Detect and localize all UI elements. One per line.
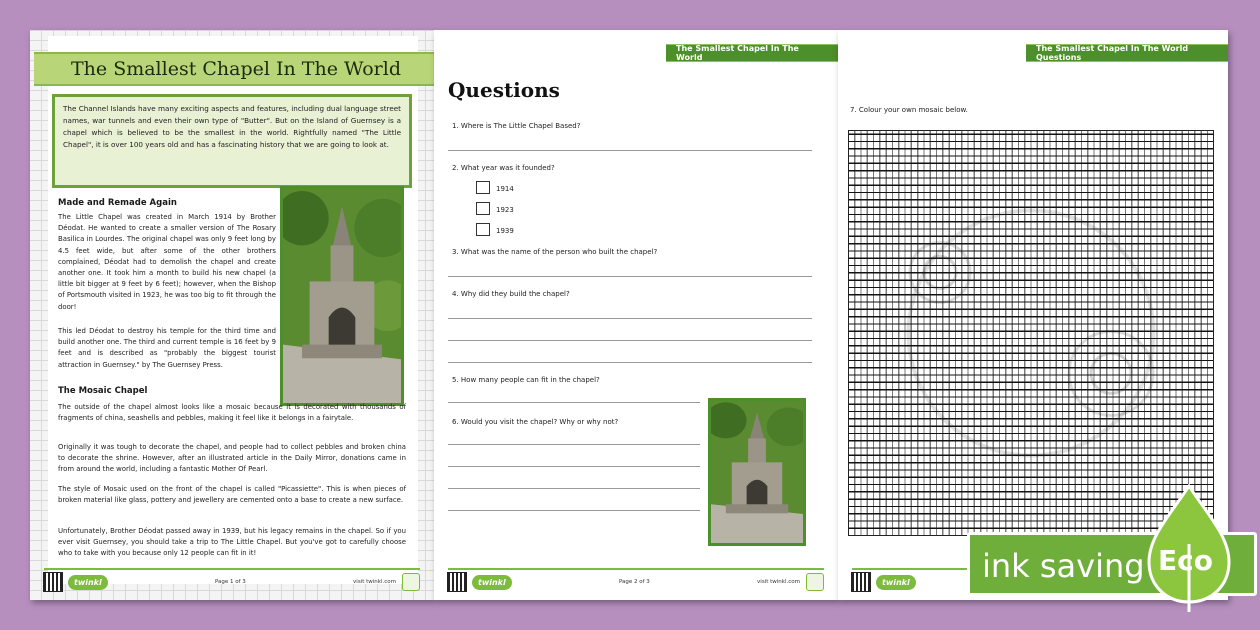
ink-saving-label: ink saving: [982, 547, 1145, 585]
worksheet-page-2: [434, 30, 838, 600]
page-title: The Smallest Chapel In The World: [34, 52, 434, 86]
visit-link[interactable]: visit twinkl.com: [757, 579, 800, 585]
paragraph-third-temple: This led Déodat to destroy his temple for the third time and build another one. The third and current temple is 16 feet by 9 feet and is described as "probably the biggest tourist attraction in Guernsey." by The Guernsey Press.: [58, 327, 276, 369]
chapel-photo-small: [708, 398, 806, 546]
questions-heading: Questions: [448, 78, 560, 102]
page-number: Page 2 of 3: [618, 579, 650, 585]
paragraph-legacy: Unfortunately, Brother Déodat passed away in 1939, but his legacy remains in the chapel. So if you ever visit Guernsey, you should take a trip to The Little Chapel. But you've got to carefully choose who to take with you because only 12 people can fit in it!: [58, 527, 406, 558]
chapel-photo: [280, 186, 404, 406]
paragraph-decorating: Originally it was tough to decorate the chapel, and people had to collect pebbles and broken china to decorate the shrine. However, after an illustrated article in the Daily Mirror, donations came in from around the world, including a fantastic Mother Of Pearl.: [58, 443, 406, 474]
answer-line[interactable]: [448, 466, 700, 467]
question-2: 2. What year was it founded?: [452, 164, 555, 172]
twinkl-logo: twinkl: [68, 575, 108, 590]
question-4: 4. Why did they build the chapel?: [452, 290, 570, 298]
section-heading-mosaic: The Mosaic Chapel: [58, 386, 148, 396]
chapel-illustration: [283, 189, 401, 403]
question-6: 6. Would you visit the chapel? Why or why not?: [452, 418, 619, 426]
question-5: 5. How many people can fit in the chapel?: [452, 376, 600, 384]
page-banner: The Smallest Chapel In The World Questions: [1026, 44, 1228, 62]
question-1: 1. Where is The Little Chapel Based?: [452, 122, 581, 130]
question-7: 7. Colour your own mosaic below.: [850, 106, 968, 114]
answer-line[interactable]: [448, 402, 700, 403]
answer-line[interactable]: [448, 276, 812, 277]
chapel-illustration: [711, 401, 803, 543]
quality-badge-icon: [806, 573, 824, 591]
option-label-1939: 1939: [496, 227, 514, 235]
paragraph-picassiette: The style of Mosaic used on the front of the chapel is called "Picassiette". This is when pieces of broken material like glass, pottery and jewellery are cemented onto a base to create a new surface.: [58, 485, 406, 505]
option-label-1914: 1914: [496, 185, 514, 193]
checkbox-1923[interactable]: [476, 202, 490, 215]
qr-code-icon: [448, 573, 466, 591]
intro-box: The Channel Islands have many exciting aspects and features, including dual language street names, war tunnels and even their own type of "Butter". But on the Island of Guernsey is a chapel which is believed to be the smallest in the world. Rightfully named "The Little Chapel", it is over 100 years old and has a fascinating history that we are going to look at.: [52, 94, 412, 188]
checkbox-1914[interactable]: [476, 181, 490, 194]
checkbox-1939[interactable]: [476, 223, 490, 236]
answer-line[interactable]: [448, 444, 700, 445]
section-heading-made-remade: Made and Remade Again: [58, 198, 177, 208]
twinkl-logo: twinkl: [472, 575, 512, 590]
answer-line[interactable]: [448, 318, 812, 319]
visit-link[interactable]: visit twinkl.com: [353, 579, 396, 585]
question-3: 3. What was the name of the person who built the chapel?: [452, 248, 658, 256]
page-number: Page 1 of 3: [214, 579, 246, 585]
worksheet-page-1: [30, 30, 434, 600]
paragraph-mosaic-look: The outside of the chapel almost looks like a mosaic because it is decorated with thousands of fragments of china, seashells and pebbles, making it feel like it belongs in a fairytale.: [58, 403, 406, 423]
page-footer: [448, 568, 824, 594]
answer-line[interactable]: [448, 488, 700, 489]
answer-line[interactable]: [448, 150, 812, 151]
quality-badge-icon: [402, 573, 420, 591]
answer-line[interactable]: [448, 510, 700, 511]
qr-code-icon: [44, 573, 62, 591]
page-banner: The Smallest Chapel In The World: [666, 44, 838, 62]
eco-label: Eco: [1158, 544, 1213, 577]
twinkl-logo: twinkl: [876, 575, 916, 590]
paragraph-history: The Little Chapel was created in March 1914 by Brother Déodat. He wanted to create a smaller version of The Rosary Basilica in Lourdes. The original chapel was only 9 feet long by 4.5 feet wide, but after some of the other brothers complained, Déodat had to demolish the chapel and create another one. It took him a month to build his new chapel (a little bit bigger at 9 feet by 6 feet); however, when the Bishop of Portsmouth visited in 1923, he was too big to fit through the door!: [58, 213, 276, 311]
answer-line[interactable]: [448, 340, 812, 341]
option-label-1923: 1923: [496, 206, 514, 214]
page-footer: [44, 568, 420, 594]
qr-code-icon: [852, 573, 870, 591]
answer-line[interactable]: [448, 362, 812, 363]
colouring-mosaic[interactable]: [848, 130, 1214, 536]
